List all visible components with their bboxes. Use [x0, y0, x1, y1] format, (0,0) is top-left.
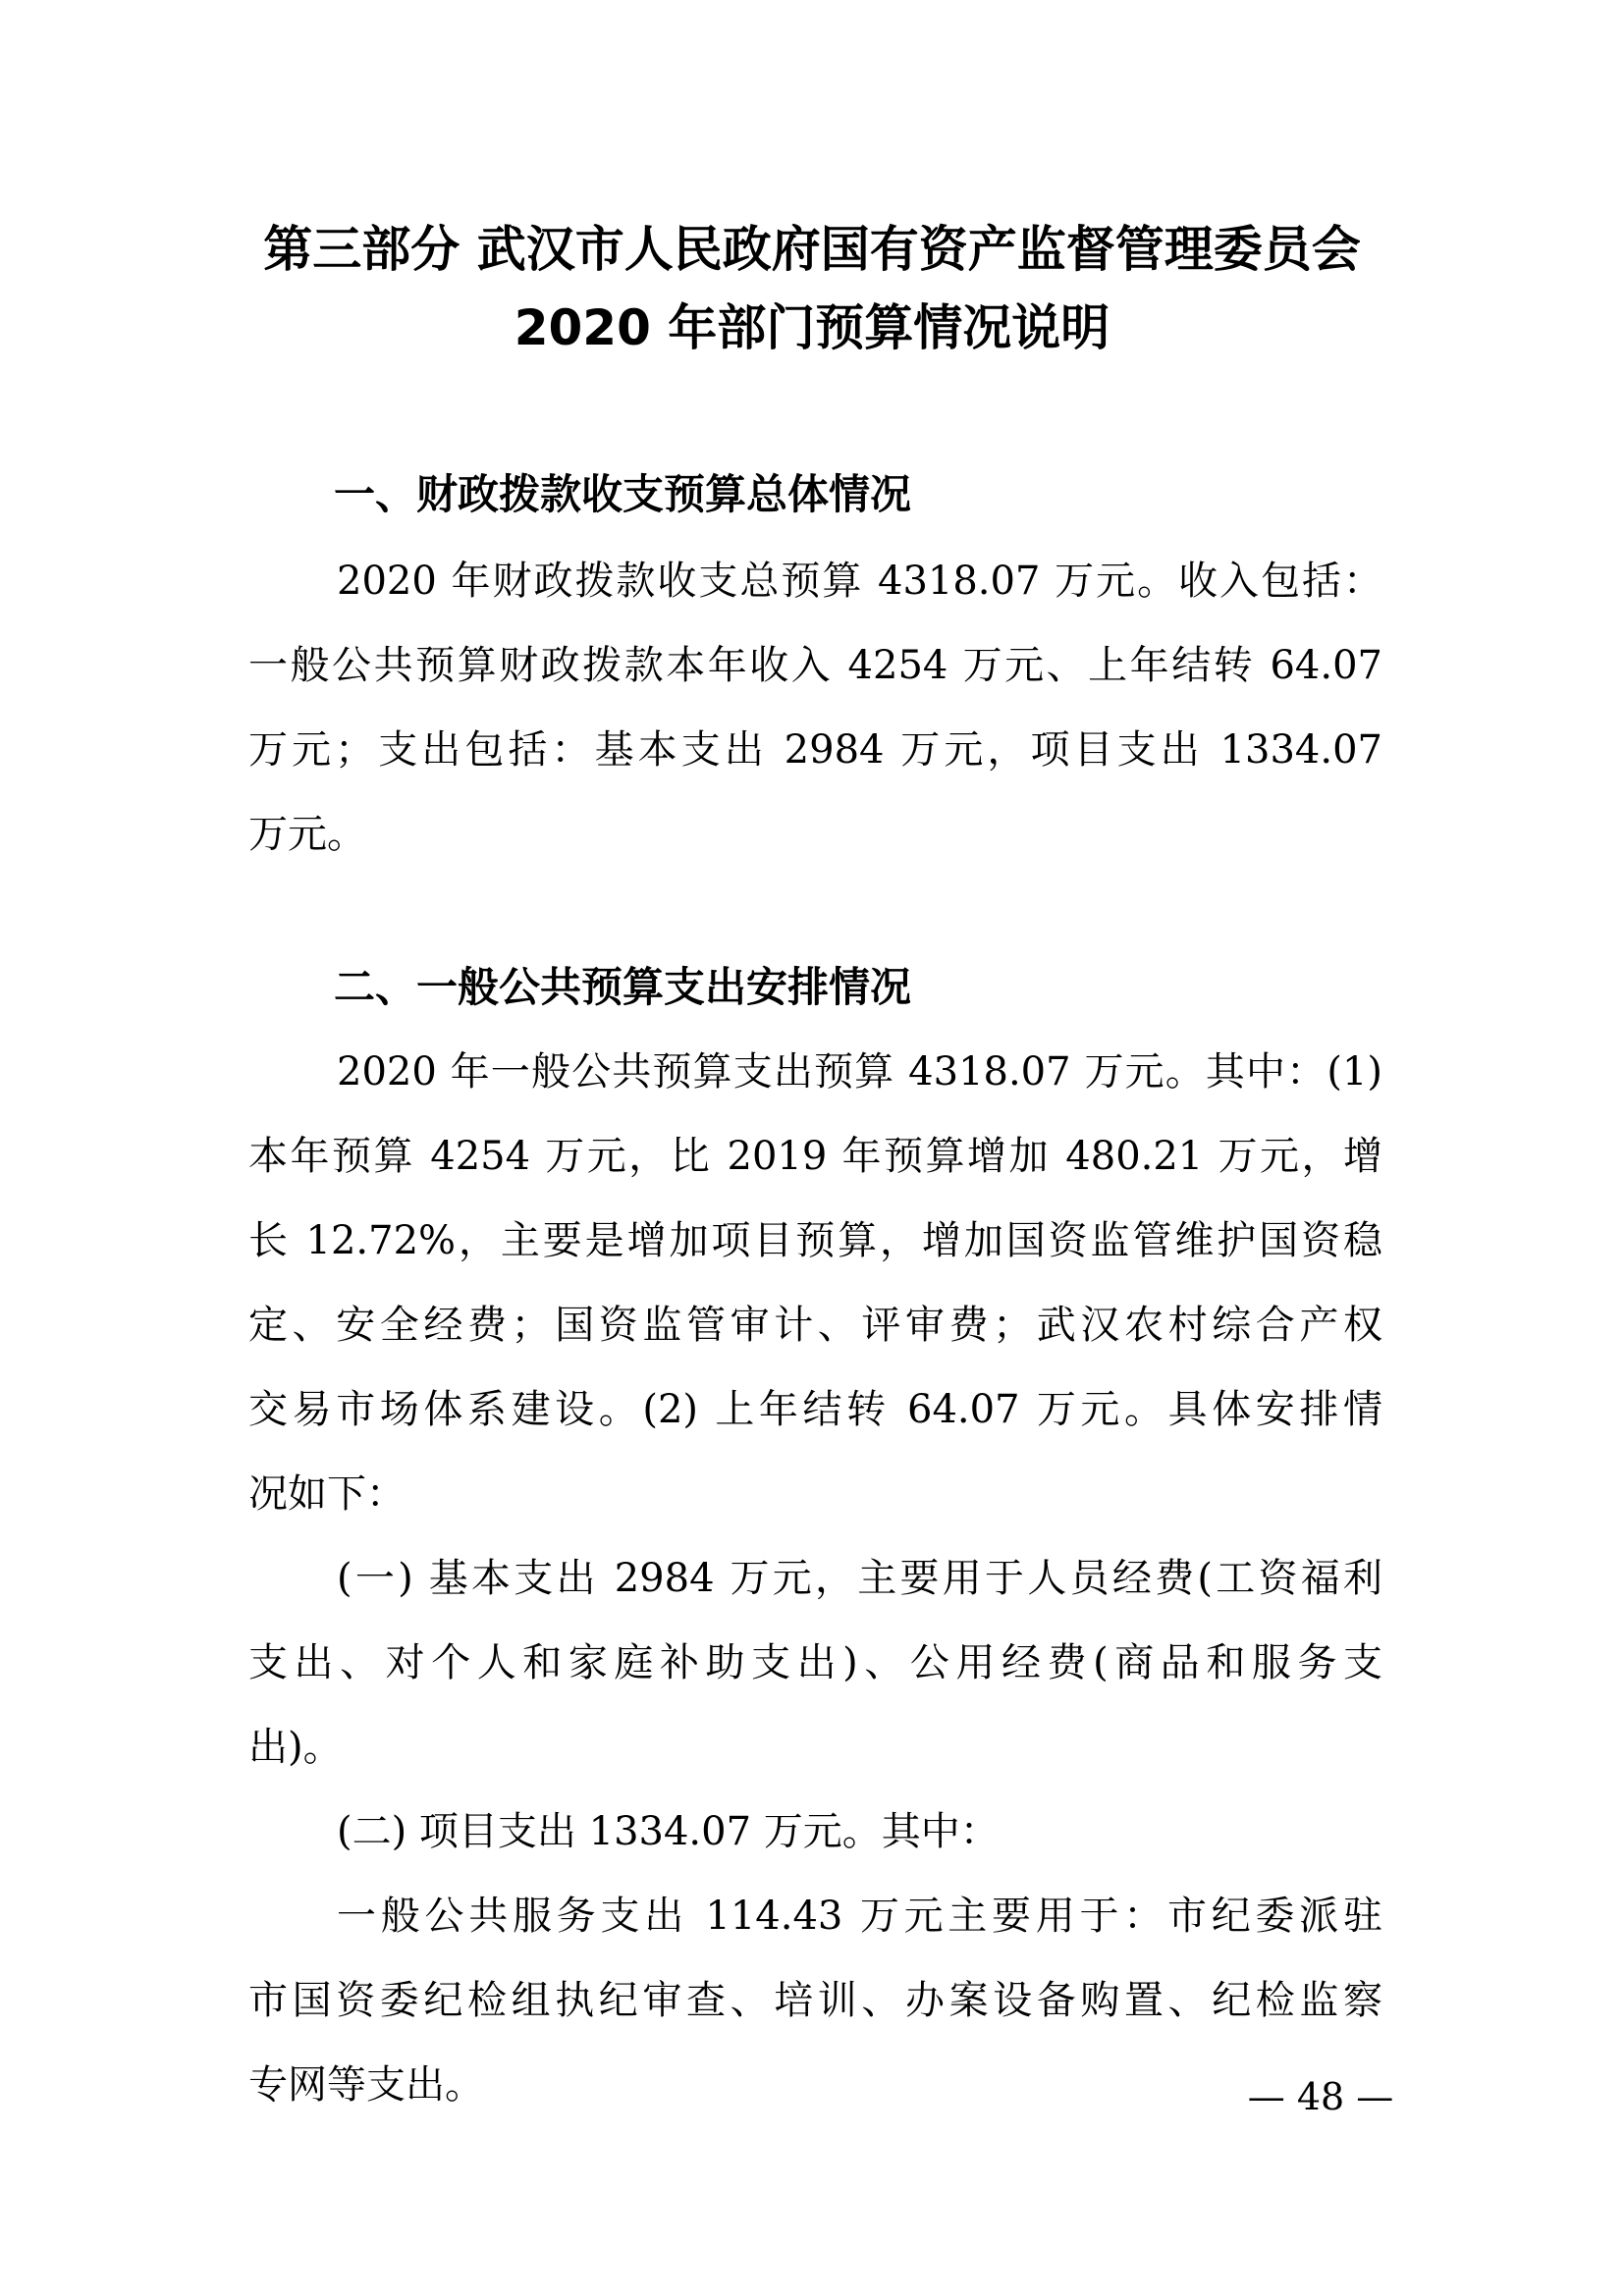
page-number: — 48 — — [1247, 2075, 1394, 2118]
document-title-line-2: 2020 年部门预算情况说明 — [514, 299, 1110, 356]
basic-expenditure-line: (一) 基本支出 2984 万元，主要用于人员经费(工资福利 — [337, 1556, 1382, 1601]
public-service-line: 市国资委纪检组执纪审查、培训、办案设备购置、纪检监察 — [248, 1978, 1382, 2023]
section-2-intro-line: 本年预算 4254 万元，比 2019 年预算增加 480.21 万元，增 — [248, 1134, 1382, 1179]
section-1-paragraph-line: 万元。 — [248, 812, 366, 857]
section-2-intro-line: 交易市场体系建设。(2) 上年结转 64.07 万元。具体安排情 — [248, 1387, 1382, 1432]
section-1-heading: 一、财政拨款收支预算总体情况 — [334, 470, 912, 518]
section-2-intro-line: 2020 年一般公共预算支出预算 4318.07 万元。其中：(1) — [337, 1049, 1382, 1095]
section-1-paragraph-line: 一般公共预算财政拨款本年收入 4254 万元、上年结转 64.07 — [248, 643, 1382, 688]
basic-expenditure-line: 支出、对个人和家庭补助支出)、公用经费(商品和服务支 — [248, 1640, 1382, 1685]
document-title-line-1: 第三部分 武汉市人民政府国有资产监督管理委员会 — [263, 221, 1361, 278]
section-2-intro-line: 况如下： — [248, 1471, 406, 1517]
section-1-paragraph-line: 万元；支出包括：基本支出 2984 万元，项目支出 1334.07 — [248, 727, 1382, 773]
public-service-line: 一般公共服务支出 114.43 万元主要用于：市纪委派驻 — [337, 1894, 1382, 1939]
section-2-intro-line: 长 12.72%，主要是增加项目预算，增加国资监管维护国资稳 — [248, 1218, 1382, 1263]
section-2-heading: 二、一般公共预算支出安排情况 — [334, 963, 912, 1011]
section-1-paragraph-line: 2020 年财政拨款收支总预算 4318.07 万元。收入包括： — [337, 559, 1382, 604]
public-service-line: 专网等支出。 — [248, 2062, 484, 2108]
basic-expenditure-line: 出)。 — [248, 1725, 343, 1770]
section-2-intro-line: 定、安全经费；国资监管审计、评审费；武汉农村综合产权 — [248, 1303, 1382, 1348]
project-expenditure-line: (二) 项目支出 1334.07 万元。其中： — [337, 1809, 1000, 1854]
